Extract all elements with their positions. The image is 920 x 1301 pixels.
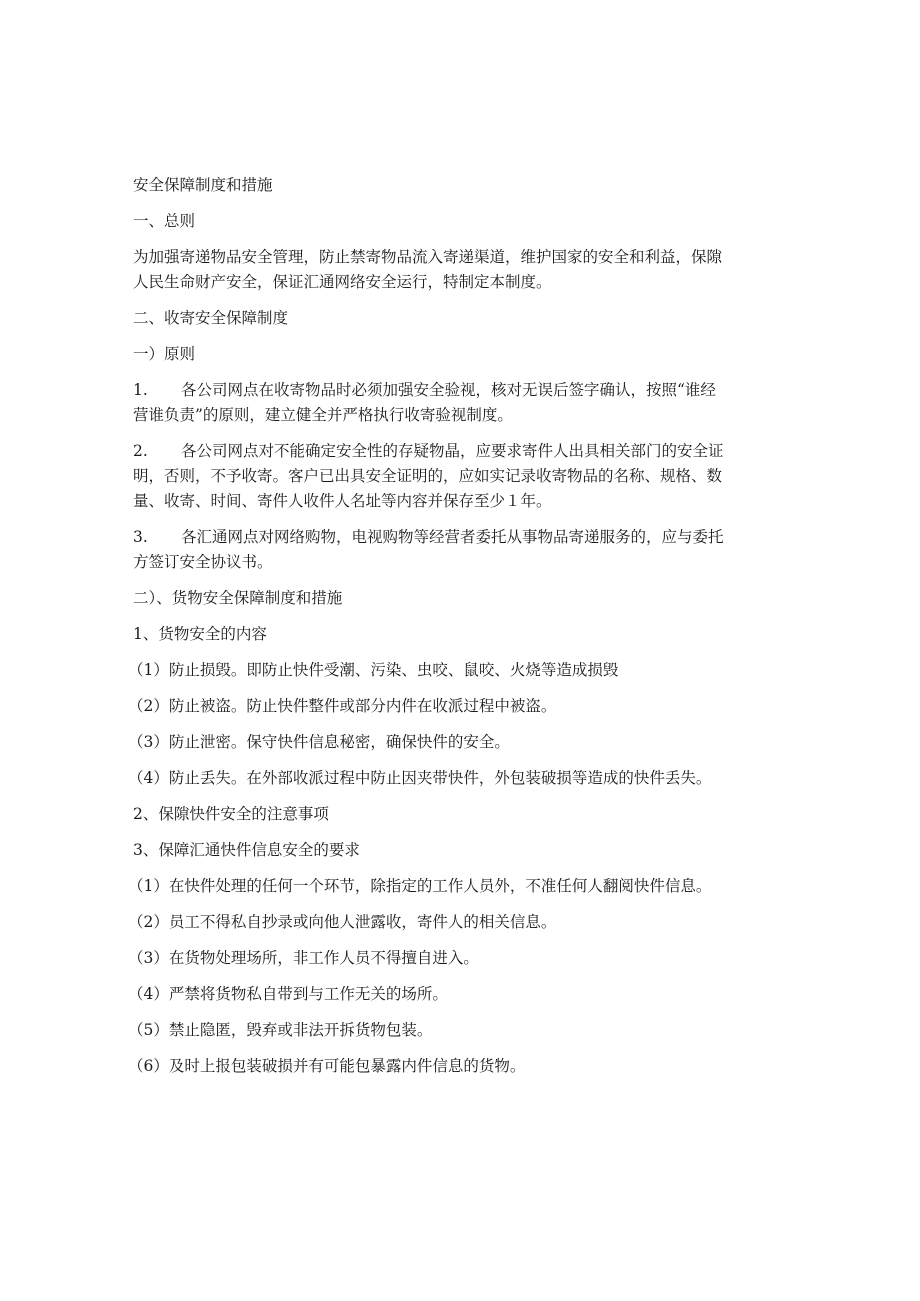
item-number: 1. [133, 381, 148, 399]
list-item-no-entry: （3）在货物处理场所，非工作人员不得擅自进入。 [128, 949, 479, 967]
numbered-item-line: 量、收寄、时间、寄件人收件人名址等内容并保存至少１年。 [133, 492, 552, 510]
document-title: 安全保障制度和措施 [133, 176, 273, 194]
section-heading-general: 一、总则 [133, 212, 196, 230]
subsection-heading-principles: 一）原则 [133, 345, 196, 363]
list-item-no-browsing: （1）在快件处理的任何一个环节，除指定的工作人员外，不准任何人翻阅快件信息。 [128, 877, 712, 895]
list-item-no-tampering: （5）禁止隐匿，毁弃或非法开拆货物包装。 [128, 1021, 433, 1039]
point-heading-info-security: 3、保障汇通快件信息安全的要求 [133, 841, 360, 859]
numbered-item-2 [133, 439, 783, 514]
paragraph-line: 人民生命财产安全，保证汇通网络安全运行，特制定本制度。 [133, 273, 552, 291]
subsection-heading-cargo-safety: 二）、货物安全保障制度和措施 [133, 589, 343, 607]
numbered-item-line [133, 525, 783, 550]
item-text: 各汇通网点对网络购物，电视购物等经营者委托从事物品寄递服务的，应与委托 [181, 528, 724, 546]
numbered-item-line: 方签订安全协议书。 [133, 553, 273, 571]
list-item-prevent-theft: （2）防止被盗。防止快件整件或部分内件在收派过程中被盗。 [128, 697, 557, 715]
numbered-item-line: 明，否则，不予收寄。客户已出具安全证明的，应如实记录收寄物品的名称、规格、数 [133, 467, 723, 485]
list-item-report-damage: （6）及时上报包装破损并有可能包暴露内件信息的货物。 [128, 1057, 526, 1075]
section-heading-receiving: 二、收寄安全保障制度 [133, 309, 289, 327]
list-item-prevent-leak: （3）防止泄密。保守快件信息秘密，确保快件的安全。 [128, 733, 510, 751]
numbered-item-line [133, 439, 783, 464]
list-item-prevent-loss: （4）防止丢失。在外部收派过程中防止因夹带快件，外包装破损等造成的快件丢失。 [128, 769, 712, 787]
point-heading-precautions: 2、保隙快件安全的注意事项 [133, 805, 329, 823]
paragraph-line: 为加强寄递物品安全管理，防止禁寄物品流入寄递渠道，维护国家的安全和利益，保隙 [133, 248, 723, 266]
paragraph-purpose [133, 245, 783, 295]
numbered-item-3 [133, 525, 783, 575]
numbered-item-line: 营谁负责”的原则，建立健全并严格执行收寄验视制度。 [133, 406, 513, 424]
document-body [128, 173, 783, 1079]
list-item-prevent-damage: （1）防止损毁。即防止快件受潮、污染、虫咬、鼠咬、火烧等造成损毁 [128, 661, 619, 679]
numbered-item-line [133, 378, 783, 403]
item-number: 3. [133, 528, 148, 546]
item-text: 各公司网点对不能确定安全性的存疑物晶，应要求寄件人出具相关部门的安全证 [181, 442, 724, 460]
list-item-no-disclosure: （2）员工不得私自抄录或向他人泄露收，寄件人的相关信息。 [128, 913, 557, 931]
list-item-no-carry: （4）严禁将货物私自带到与工作无关的场所。 [128, 985, 448, 1003]
numbered-item-1 [133, 378, 783, 428]
item-text: 各公司网点在收寄物品时必须加强安全验视，核对无误后签字确认，按照“谁经 [181, 381, 716, 399]
item-number: 2. [133, 442, 148, 460]
point-heading-cargo-content: 1、货物安全的内容 [133, 625, 267, 643]
